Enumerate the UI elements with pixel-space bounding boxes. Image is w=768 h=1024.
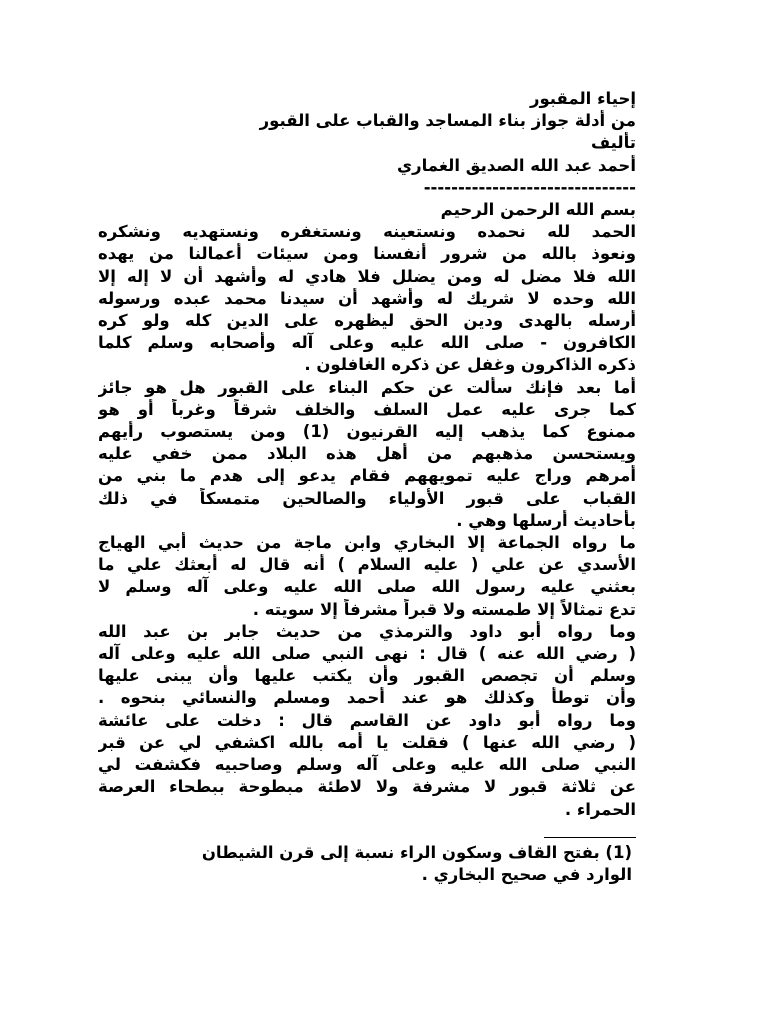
text-line: ذكره الذاكرون وغفل عن ذكره الغافلون .	[304, 355, 636, 375]
footnote-line: (1) بفتح القاف وسكون الراء نسبة إلى قرن الشيطان	[201, 842, 632, 862]
text-line: ممنوع كما يذهب إليه القرنيون (1) ومن يستصوب رأيهم	[98, 422, 636, 442]
book-subtitle: من أدلة جواز بناء المساجد والقباب على القبور	[259, 111, 636, 131]
text-line: كما جرى عليه عمل السلف والخلف شرقاً وغرباً أو هو	[98, 399, 636, 419]
text-line: ( رضي الله عنها ) فقلت يا أمه بالله اكشفي لي عن قبر	[98, 732, 636, 752]
book-title: إحياء المقبور	[529, 89, 636, 108]
text-line: ونعوذ بالله من شرور أنفسنا ومن سيئات أعمالنا من يهده	[98, 244, 636, 264]
text-line: ويستحسن مذهبهم من أهل هذه البلاد ممن خفي عليه	[98, 444, 636, 464]
footnote-line: الوارد في صحيح البخاري .	[421, 864, 632, 884]
text-line: أرسله بالهدى ودين الحق ليظهره على الدين كله ولو كره	[98, 311, 636, 331]
text-line: وأن توطأ وكذلك هو عند أحمد ومسلم والنسائي بنحوه .	[98, 688, 636, 708]
blank-line	[98, 821, 636, 843]
text-line: وما رواه أبو داود عن القاسم قال : دخلت على عائشة	[98, 710, 636, 730]
text-line: الكافرون - صلى الله عليه وعلى آله وأصحابه وسلم كلما	[98, 333, 636, 353]
text-line: ( رضي الله عنه ) قال : نهى النبي صلى الله عليه وعلى آله	[98, 644, 636, 664]
separator-dashes: -------------------------------	[423, 177, 636, 197]
text-line: وسلم أن تجصص القبور وأن يكتب عليها وأن يبنى عليها	[98, 666, 636, 686]
text-line: بعثني عليه رسول الله صلى الله عليه وعلى آله وسلم لا	[98, 577, 636, 597]
text-line: أمرهم وراج عليه تمويههم فقام يدعو إلى هدم ما بني من	[98, 466, 636, 486]
text-line: القباب على قبور الأولياء والصالحين متمسكاً في ذلك	[98, 488, 636, 508]
text-line: تدع تمثالاً إلا طمسته ولا قبراً مشرفاً إلا سويته .	[252, 599, 636, 619]
text-line: عن ثلاثة قبور لا مشرفة ولا لاطئة مبطوحة ببطحاء العرصة	[98, 777, 636, 797]
text-line: الحمد لله نحمده ونستعينه ونستغفره ونستهديه ونشكره	[98, 222, 636, 242]
basmala: بسم الله الرحمن الرحيم	[440, 200, 636, 220]
document-body	[98, 88, 636, 886]
text-line: بأحاديث أرسلها وهي .	[456, 510, 636, 530]
text-line: ما رواه الجماعة إلا البخاري وابن ماجة من حديث أبي الهياج	[98, 533, 636, 553]
text-line: الله وحده لا شريك له وأشهد أن سيدنا محمد عبده ورسوله	[98, 288, 636, 308]
text-line: الله فلا مضل له ومن يضلل فلا هادي له وأشهد أن لا إله إلا	[98, 266, 636, 286]
authorship-label: تأليف	[591, 133, 636, 153]
text-line: وما رواه أبو داود والترمذي من حديث جابر بن عبد الله	[98, 621, 636, 641]
author-name: أحمد عبد الله الصديق الغماري	[396, 155, 636, 175]
text-line: أما بعد فإنك سألت عن حكم البناء على القبور هل هو جائز	[98, 377, 636, 397]
footnote-separator	[544, 837, 636, 838]
text-line: النبي صلى الله عليه وعلى آله وسلم وصاحبيه فكشفت لي	[98, 755, 636, 775]
text-line: الحمراء .	[564, 799, 636, 819]
text-line: الأسدي عن علي ( عليه السلام ) أنه قال له أبعثك علي ما	[98, 555, 636, 575]
